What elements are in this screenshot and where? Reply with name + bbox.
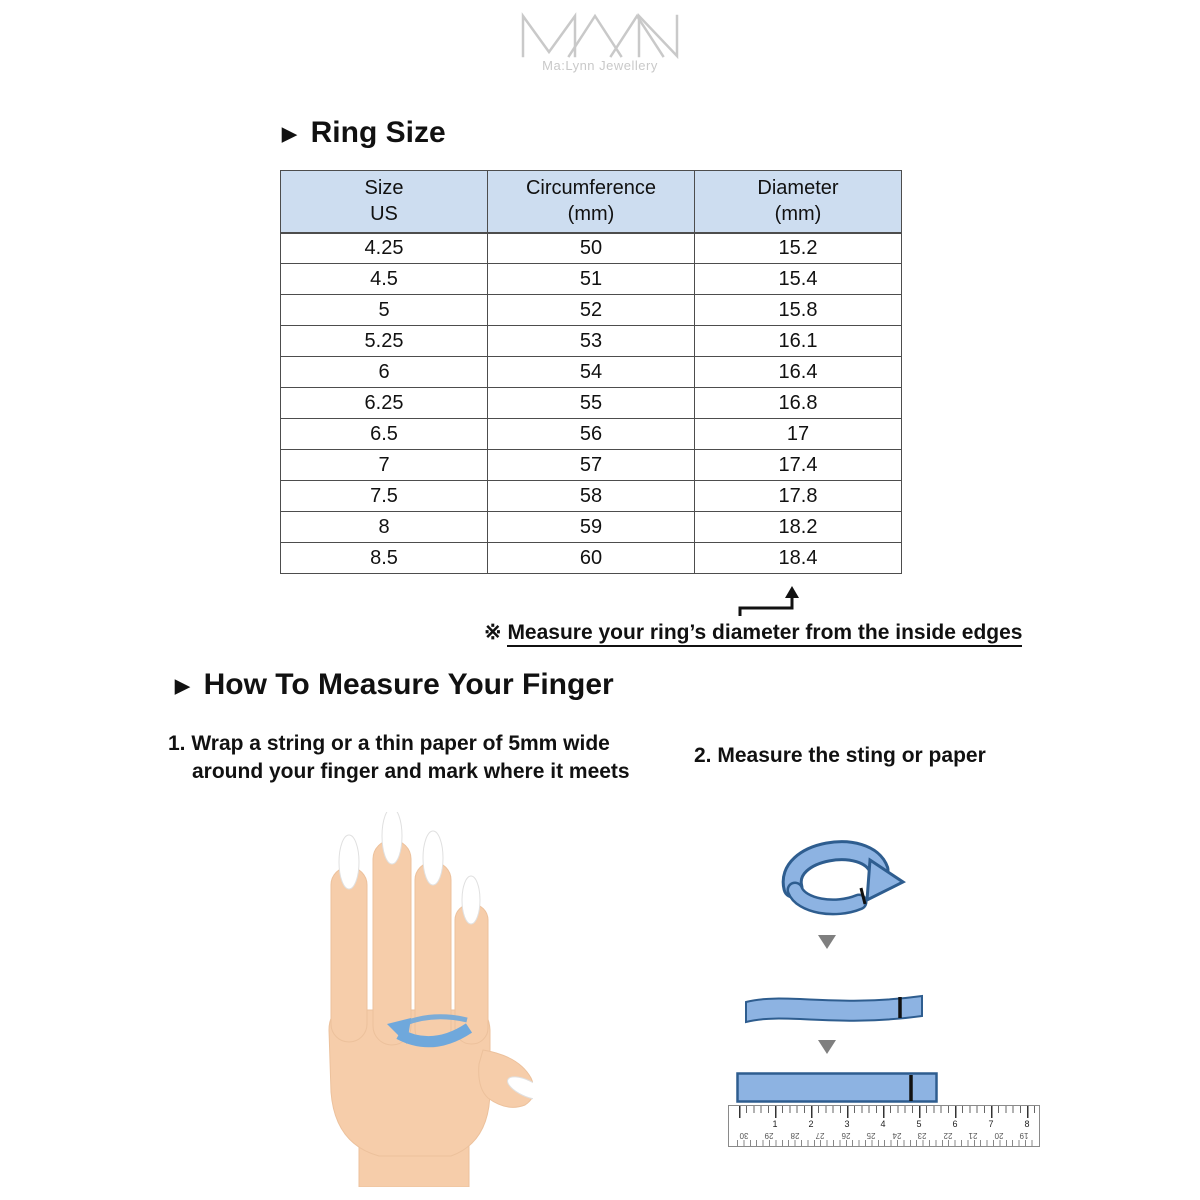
flat-strip-illustration: [736, 1072, 938, 1104]
ruler-number-inverted: 28: [790, 1131, 800, 1140]
ruler-number-inverted: 19: [1019, 1131, 1029, 1140]
table-row: [281, 233, 902, 264]
table-row: [281, 264, 902, 295]
ruler-number: 6: [952, 1119, 958, 1129]
cell-diameter: 15.8: [695, 295, 902, 326]
col-header-diameter: Diameter (mm): [695, 171, 902, 233]
cell-size: 6.5: [281, 419, 488, 450]
cell-size: 6.25: [281, 388, 488, 419]
col-header-circumference: Circumference (mm): [488, 171, 695, 233]
marked-strip-illustration: [740, 982, 930, 1032]
table-row: [281, 419, 902, 450]
how-to-heading: [175, 668, 614, 702]
ring-size-title: Ring Size: [310, 116, 446, 149]
table-row: [281, 388, 902, 419]
step1-line1: 1. Wrap a string or a thin paper of 5mm wide: [168, 732, 610, 755]
step2-instruction: 2. Measure the sting or paper: [694, 744, 986, 767]
cell-size: 6: [281, 357, 488, 388]
cell-size: 7: [281, 450, 488, 481]
ruler-number: 2: [808, 1119, 814, 1129]
ruler-number-inverted: 29: [764, 1131, 774, 1140]
cell-size: 5: [281, 295, 488, 326]
cell-circumference: 58: [488, 481, 695, 512]
cell-circumference: 53: [488, 326, 695, 357]
col-header-size: Size US: [281, 171, 488, 233]
ruler-number: 3: [844, 1119, 850, 1129]
cell-diameter: 17: [695, 419, 902, 450]
cell-size: 8: [281, 512, 488, 543]
step1-line2: around your finger and mark where it meets: [192, 760, 630, 783]
ruler-number-inverted: 26: [841, 1131, 851, 1140]
string-wrap-illustration: [775, 830, 907, 925]
cell-circumference: 51: [488, 264, 695, 295]
cell-size: 7.5: [281, 481, 488, 512]
ruler-number-inverted: 23: [917, 1131, 927, 1140]
down-arrow-icon: [818, 935, 836, 949]
brand-logo-icon: [515, 10, 685, 60]
table-row: [281, 326, 902, 357]
cell-circumference: 59: [488, 512, 695, 543]
down-arrow-icon: [818, 1040, 836, 1054]
cell-diameter: 17.8: [695, 481, 902, 512]
ruler-number-inverted: 25: [866, 1131, 876, 1140]
cell-size: 4.5: [281, 264, 488, 295]
table-row: [281, 357, 902, 388]
ruler: [728, 1105, 1040, 1147]
ruler-number: 4: [880, 1119, 886, 1129]
note-mark: ※: [484, 621, 508, 644]
section-arrow-icon: ▶: [175, 676, 190, 697]
ruler-number: 1: [772, 1119, 778, 1129]
ruler-number-inverted: 24: [892, 1131, 902, 1140]
table-row: [281, 512, 902, 543]
ruler-number-inverted: 22: [943, 1131, 953, 1140]
cell-diameter: 17.4: [695, 450, 902, 481]
cell-diameter: 18.2: [695, 512, 902, 543]
ruler-number-inverted: 20: [994, 1131, 1004, 1140]
cell-diameter: 16.1: [695, 326, 902, 357]
pointer-arrow-icon: [734, 584, 812, 620]
table-header-row: [281, 171, 902, 233]
step1-instruction: [168, 730, 630, 786]
hand-with-string-illustration: [283, 812, 533, 1187]
cell-circumference: 57: [488, 450, 695, 481]
ruler-number-inverted: 27: [815, 1131, 825, 1140]
cell-size: 8.5: [281, 543, 488, 574]
ruler-bottom-ticks: [737, 1140, 1035, 1146]
section-arrow-icon: ▶: [282, 124, 297, 145]
how-to-title: How To Measure Your Finger: [203, 668, 614, 701]
cell-size: 4.25: [281, 233, 488, 264]
cell-circumference: 50: [488, 233, 695, 264]
ruler-number: 7: [988, 1119, 994, 1129]
cell-diameter: 18.4: [695, 543, 902, 574]
ruler-number-inverted: 21: [968, 1131, 978, 1140]
table-row: [281, 543, 902, 574]
cell-size: 5.25: [281, 326, 488, 357]
measure-note: [484, 620, 1022, 645]
cell-circumference: 56: [488, 419, 695, 450]
ring-size-table: [280, 170, 902, 574]
cell-diameter: 15.4: [695, 264, 902, 295]
cell-circumference: 60: [488, 543, 695, 574]
ruler-major-ticks: [739, 1106, 1031, 1118]
ruler-number: 5: [916, 1119, 922, 1129]
cell-circumference: 55: [488, 388, 695, 419]
cell-diameter: 16.8: [695, 388, 902, 419]
table-row: [281, 481, 902, 512]
brand-name: Ma:Lynn Jewellery: [542, 58, 658, 73]
cell-circumference: 52: [488, 295, 695, 326]
cell-circumference: 54: [488, 357, 695, 388]
table-row: [281, 295, 902, 326]
ruler-number: 8: [1024, 1119, 1030, 1129]
cell-diameter: 16.4: [695, 357, 902, 388]
ruler-number-inverted: 30: [739, 1131, 749, 1140]
strip-on-ruler-illustration: [728, 1072, 1044, 1160]
table-row: [281, 450, 902, 481]
ring-size-heading: [282, 116, 446, 150]
cell-diameter: 15.2: [695, 233, 902, 264]
note-text: Measure your ring’s diameter from the inside edges: [507, 621, 1022, 647]
